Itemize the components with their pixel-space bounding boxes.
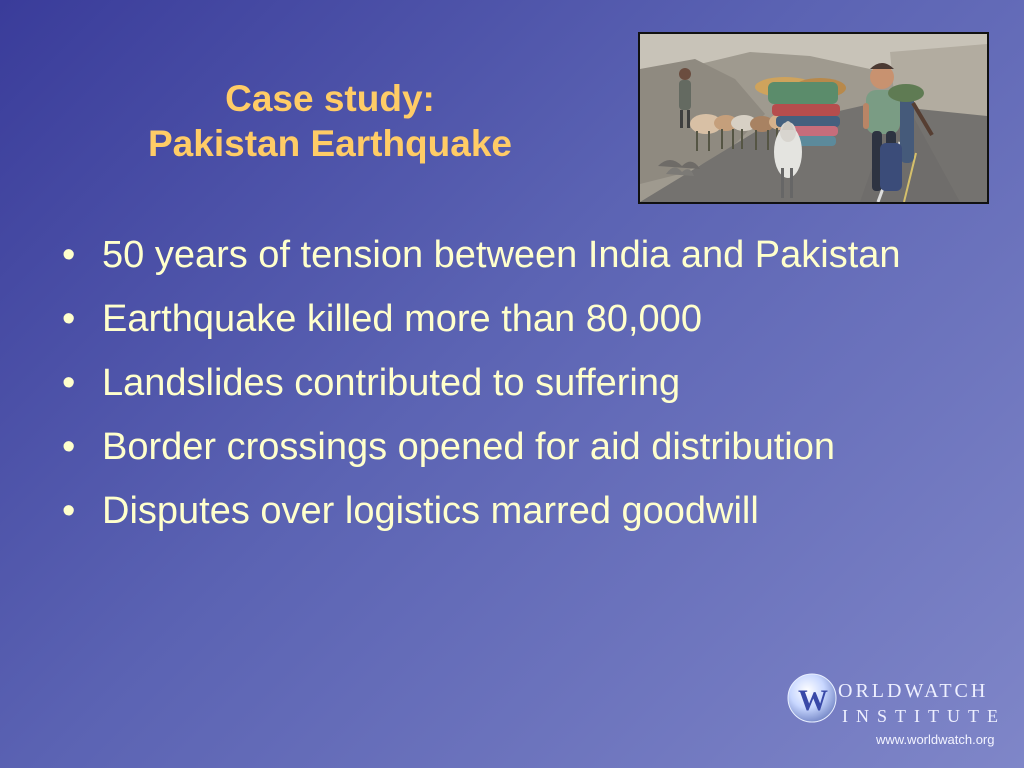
bullet-text: Earthquake killed more than 80,000 bbox=[102, 298, 702, 340]
bullet-item bbox=[62, 230, 992, 280]
logo-name: ORLDWATCH bbox=[838, 680, 989, 702]
worldwatch-globe-icon bbox=[786, 672, 838, 724]
logo-institute: INSTITUTE bbox=[842, 706, 1006, 726]
photo-illustration bbox=[640, 34, 987, 202]
bullet-icon: • bbox=[62, 298, 76, 340]
bullet-text: Landslides contributed to suffering bbox=[102, 362, 681, 404]
bullet-item bbox=[62, 486, 992, 536]
bullet-text: 50 years of tension between India and Pakistan bbox=[102, 234, 901, 276]
slide-title-line-1: Case study: bbox=[225, 78, 435, 119]
worldwatch-logo bbox=[786, 672, 1008, 754]
bullet-item bbox=[62, 294, 992, 344]
bullet-item bbox=[62, 422, 992, 472]
bullet-icon: • bbox=[62, 490, 76, 532]
logo-initial: W bbox=[798, 684, 828, 717]
earthquake-photo bbox=[638, 32, 989, 204]
slide-title bbox=[80, 76, 580, 166]
bullet-list bbox=[62, 230, 992, 550]
bullet-icon: • bbox=[62, 234, 76, 276]
bullet-item bbox=[62, 358, 992, 408]
bullet-icon: • bbox=[62, 362, 76, 404]
logo-url: www.worldwatch.org bbox=[876, 732, 995, 747]
bullet-text: Disputes over logistics marred goodwill bbox=[102, 490, 759, 532]
bullet-text: Border crossings opened for aid distribution bbox=[102, 426, 835, 468]
slide-title-line-2: Pakistan Earthquake bbox=[148, 123, 512, 164]
bullet-icon: • bbox=[62, 426, 76, 468]
